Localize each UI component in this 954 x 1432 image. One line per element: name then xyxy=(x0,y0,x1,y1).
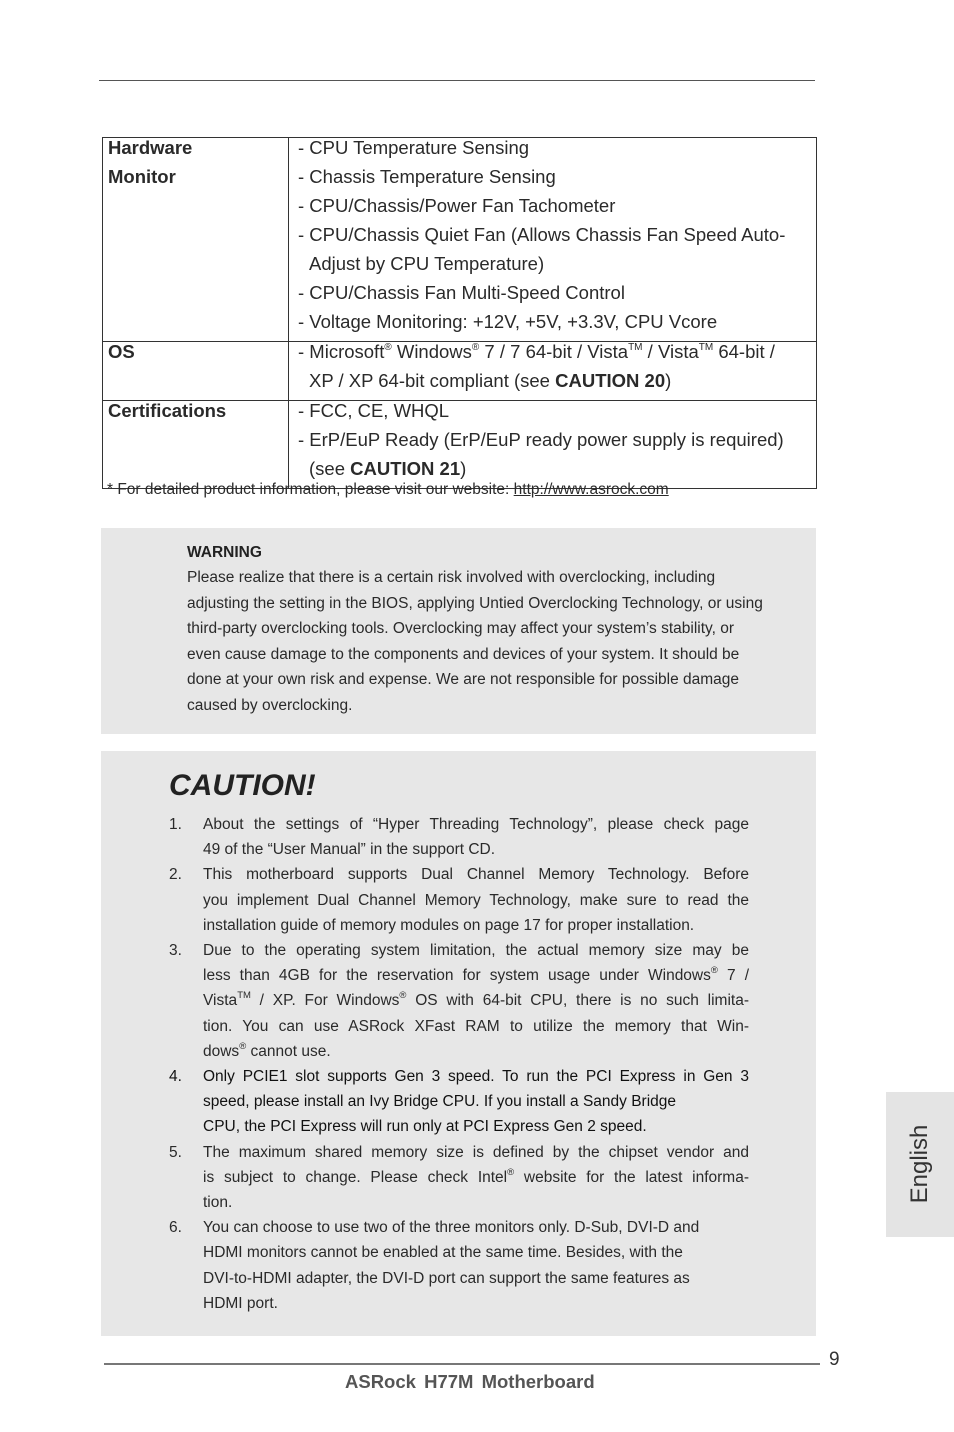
caution-line: Only PCIE1 slot supports Gen 3 speed. To run the PCI Express in Gen 3 xyxy=(203,1068,749,1086)
caution-text: website for the latest informa- xyxy=(514,1168,749,1186)
spec-label-line: OS xyxy=(108,341,135,362)
spec-label-os xyxy=(103,342,289,401)
caution-line: DVI-to-HDMI adapter, the DVI-D port can support the same features as xyxy=(203,1269,690,1287)
spec-row-certifications xyxy=(103,401,817,489)
footer-title: ASRock H77M Motherboard xyxy=(345,1371,595,1392)
trademark-mark: TM xyxy=(237,990,251,1002)
spec-line: - Voltage Monitoring: +12V, +5V, +3.3V, CPU Vcore xyxy=(298,311,718,332)
warning-line: Please realize that there is a certain risk involved with overclocking, including xyxy=(187,569,716,586)
caution-reference: CAUTION 21 xyxy=(350,458,461,479)
spec-value-os xyxy=(289,342,817,401)
warning-line: caused by overclocking. xyxy=(187,696,353,714)
warning-title: WARNING xyxy=(187,544,262,561)
trademark-mark: TM xyxy=(628,341,643,353)
spec-row-os xyxy=(103,342,817,401)
spec-line: - ErP/EuP Ready (ErP/EuP ready power supply is required) xyxy=(298,429,784,450)
registered-mark: ® xyxy=(507,1166,515,1178)
caution-text: Vista xyxy=(203,992,238,1010)
os-text: Windows xyxy=(391,341,472,362)
caution-item-5 xyxy=(169,1140,749,1216)
spec-row-hardware-monitor xyxy=(103,138,817,342)
caution-title: CAUTION! xyxy=(169,769,316,802)
spec-label-line: Monitor xyxy=(108,166,176,187)
footnote-text: * For detailed product information, please visit our website: xyxy=(107,481,514,498)
caution-line: tion. xyxy=(203,1194,233,1212)
caution-item-3 xyxy=(169,938,749,1064)
language-tab-label: English xyxy=(906,1124,933,1204)
spec-line: - Chassis Temperature Sensing xyxy=(298,166,556,187)
cert-text: ) xyxy=(460,458,467,479)
registered-mark: ® xyxy=(239,1040,247,1052)
warning-line: third-party overclocking tools. Overclocking may affect your system’s stability, or xyxy=(187,620,735,637)
footnote xyxy=(107,481,669,499)
bottom-rule xyxy=(104,1363,820,1365)
caution-text: OS with 64-bit CPU, there is no such limita- xyxy=(406,992,749,1010)
caution-item-2 xyxy=(169,862,749,938)
caution-item-1 xyxy=(169,812,749,862)
caution-text: cannot use. xyxy=(246,1042,331,1060)
os-text: XP / XP 64-bit compliant (see xyxy=(309,370,556,391)
page-number: 9 xyxy=(829,1349,840,1370)
caution-reference: CAUTION 20 xyxy=(555,370,666,391)
caution-text: dows xyxy=(203,1042,240,1060)
os-text: 64-bit / xyxy=(713,341,775,362)
caution-list xyxy=(169,812,749,1316)
spec-value-certifications xyxy=(289,401,817,489)
spec-line: - CPU/Chassis Quiet Fan (Allows Chassis Fan Speed Auto- xyxy=(298,224,786,245)
os-text: - Microsoft xyxy=(298,341,385,362)
caution-line: This motherboard supports Dual Channel Memory Technology. Before xyxy=(203,866,749,884)
caution-item-number: 4. xyxy=(169,1068,182,1086)
registered-mark: ® xyxy=(471,341,480,353)
caution-line: HDMI monitors cannot be enabled at the same time. Besides, with the xyxy=(203,1244,683,1262)
caution-text: 7 / xyxy=(717,967,749,985)
caution-box xyxy=(101,751,816,1336)
spec-label-certifications xyxy=(103,401,289,489)
caution-line xyxy=(203,988,749,1013)
spec-line: - CPU Temperature Sensing xyxy=(298,137,530,158)
caution-text: / XP. For Windows xyxy=(250,992,400,1010)
caution-item-number: 2. xyxy=(169,866,182,884)
warning-line: adjusting the setting in the BIOS, applying Untied Overclocking Technology, or using xyxy=(187,594,763,612)
trademark-mark: TM xyxy=(698,341,714,353)
caution-text: less than 4GB for the reservation for system usage under Windows xyxy=(203,967,711,985)
caution-item-number: 1. xyxy=(169,816,182,833)
registered-mark: ® xyxy=(384,341,392,353)
caution-item-number: 5. xyxy=(169,1143,182,1161)
caution-line: you implement Dual Channel Memory Technology, make sure to read the xyxy=(203,891,749,909)
spec-label-line: Certifications xyxy=(108,400,227,421)
caution-line: HDMI port. xyxy=(203,1294,278,1312)
spec-line: - CPU/Chassis/Power Fan Tachometer xyxy=(298,195,616,216)
spec-line: - CPU/Chassis Fan Multi-Speed Control xyxy=(298,282,625,303)
caution-line: Due to the operating system limitation, the actual memory size may be xyxy=(203,942,749,960)
os-text: 7 / 7 64-bit / Vista xyxy=(479,341,629,362)
caution-line xyxy=(203,963,749,988)
spec-line: Adjust by CPU Temperature) xyxy=(309,253,545,274)
warning-text xyxy=(187,565,817,718)
cert-text: (see xyxy=(309,458,351,479)
caution-line xyxy=(203,1165,749,1190)
spec-line: - FCC, CE, WHQL xyxy=(298,400,450,421)
website-link[interactable]: http://www.asrock.com xyxy=(513,481,669,498)
caution-item-6 xyxy=(169,1215,749,1316)
spec-table xyxy=(102,137,817,489)
spec-line xyxy=(298,342,812,371)
warning-box xyxy=(101,528,816,734)
spec-value-hardware-monitor xyxy=(289,138,817,342)
caution-line: You can choose to use two of the three monitors only. D-Sub, DVI-D and xyxy=(203,1219,700,1237)
caution-line: installation guide of memory modules on page 17 for proper installation. xyxy=(203,916,695,934)
caution-item-number: 6. xyxy=(169,1219,182,1237)
warning-line: even cause damage to the components and devices of your system. It should be xyxy=(187,645,740,663)
os-text: / Vista xyxy=(642,341,699,362)
caution-line: 49 of the “User Manual” in the support CD. xyxy=(203,841,496,859)
warning-line: done at your own risk and expense. We are not responsible for possible damage xyxy=(187,671,740,688)
language-tab xyxy=(886,1092,954,1237)
caution-line: tion. You can use ASRock XFast RAM to utilize the memory that Win- xyxy=(203,1017,749,1035)
spec-line xyxy=(298,371,812,400)
caution-line: speed, please install an Ivy Bridge CPU. If you install a Sandy Bridge xyxy=(203,1093,677,1111)
spec-label-hardware-monitor xyxy=(103,138,289,342)
caution-item-4 xyxy=(169,1064,749,1140)
caution-line xyxy=(203,1039,749,1064)
caution-line: CPU, the PCI Express will run only at PCI Express Gen 2 speed. xyxy=(203,1118,647,1136)
caution-line: The maximum shared memory size is defined by the chipset vendor and xyxy=(203,1143,749,1161)
registered-mark: ® xyxy=(399,990,407,1002)
os-text: ) xyxy=(665,370,672,391)
spec-label-line: Hardware xyxy=(108,137,193,158)
caution-text: is subject to change. Please check Intel xyxy=(203,1168,508,1186)
top-rule xyxy=(99,80,815,81)
registered-mark: ® xyxy=(710,965,718,977)
caution-line: About the settings of “Hyper Threading Technology”, please check page xyxy=(203,816,749,833)
caution-item-number: 3. xyxy=(169,942,182,960)
